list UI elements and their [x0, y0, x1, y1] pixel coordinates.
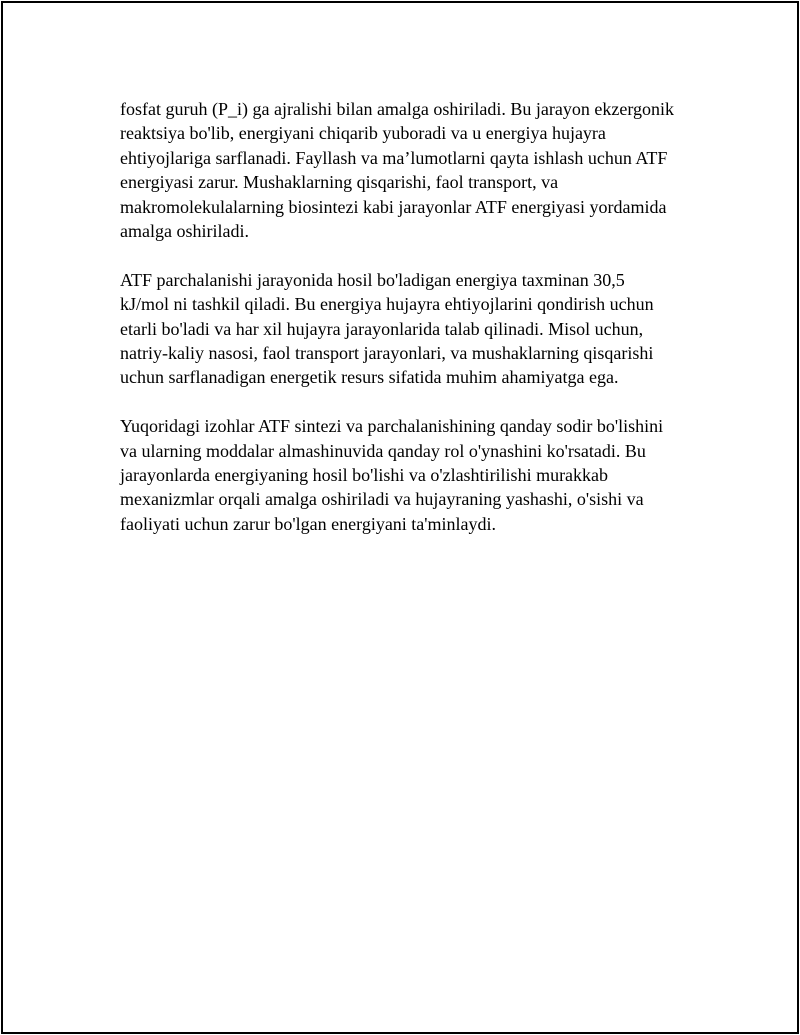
- text-line: etarli bo'ladi va har xil hujayra jarayonlarida talab qilinadi. Misol uchun,: [120, 318, 644, 339]
- paragraph-2: [120, 268, 700, 390]
- paragraph-3: [120, 414, 700, 536]
- document-page: [1, 1, 799, 1034]
- text-line: faoliyati uchun zarur bo'lgan energiyani ta'minlaydi.: [120, 513, 497, 534]
- text-line: Yuqoridagi izohlar ATF sintezi va parchalanishining qanday sodir bo'lishini: [120, 416, 664, 437]
- text-line: makromolekulalarning biosintezi kabi jarayonlar ATF energiyasi yordamida: [120, 196, 667, 217]
- text-line: natriy-kaliy nasosi, faol transport jarayonlari, va mushaklarning qisqarishi: [120, 343, 654, 364]
- text-line: va ularning moddalar almashinuvida qanday rol o'ynashini ko'rsatadi. Bu: [120, 440, 646, 461]
- text-line: mexanizmlar orqali amalga oshiriladi va hujayraning yashashi, o'sishi va: [120, 489, 644, 510]
- paragraph-1: [120, 97, 700, 243]
- text-line: energiyasi zarur. Mushaklarning qisqarishi, faol transport, va: [120, 172, 559, 193]
- document-body: [120, 97, 700, 561]
- text-line: kJ/mol ni tashkil qiladi. Bu energiya hujayra ehtiyojlarini qondirish uchun: [120, 294, 654, 315]
- text-line: fosfat guruh (P_i) ga ajralishi bilan amalga oshiriladi. Bu jarayon ekzergonik: [120, 99, 675, 119]
- text-line: uchun sarflanadigan energetik resurs sifatida muhim ahamiyatga ega.: [120, 367, 619, 388]
- text-line: amalga oshiriladi.: [120, 221, 249, 242]
- text-line: ehtiyojlariga sarflanadi. Fayllash va ma’lumotlarni qayta ishlash uchun ATF: [120, 147, 668, 168]
- text-line: reaktsiya bo'lib, energiyani chiqarib yuboradi va u energiya hujayra: [120, 123, 606, 144]
- text-line: ATF parchalanishi jarayonida hosil bo'ladigan energiya taxminan 30,5: [120, 269, 625, 290]
- text-line: jarayonlarda energiyaning hosil bo'lishi va o'zlashtirilishi murakkab: [120, 465, 609, 486]
